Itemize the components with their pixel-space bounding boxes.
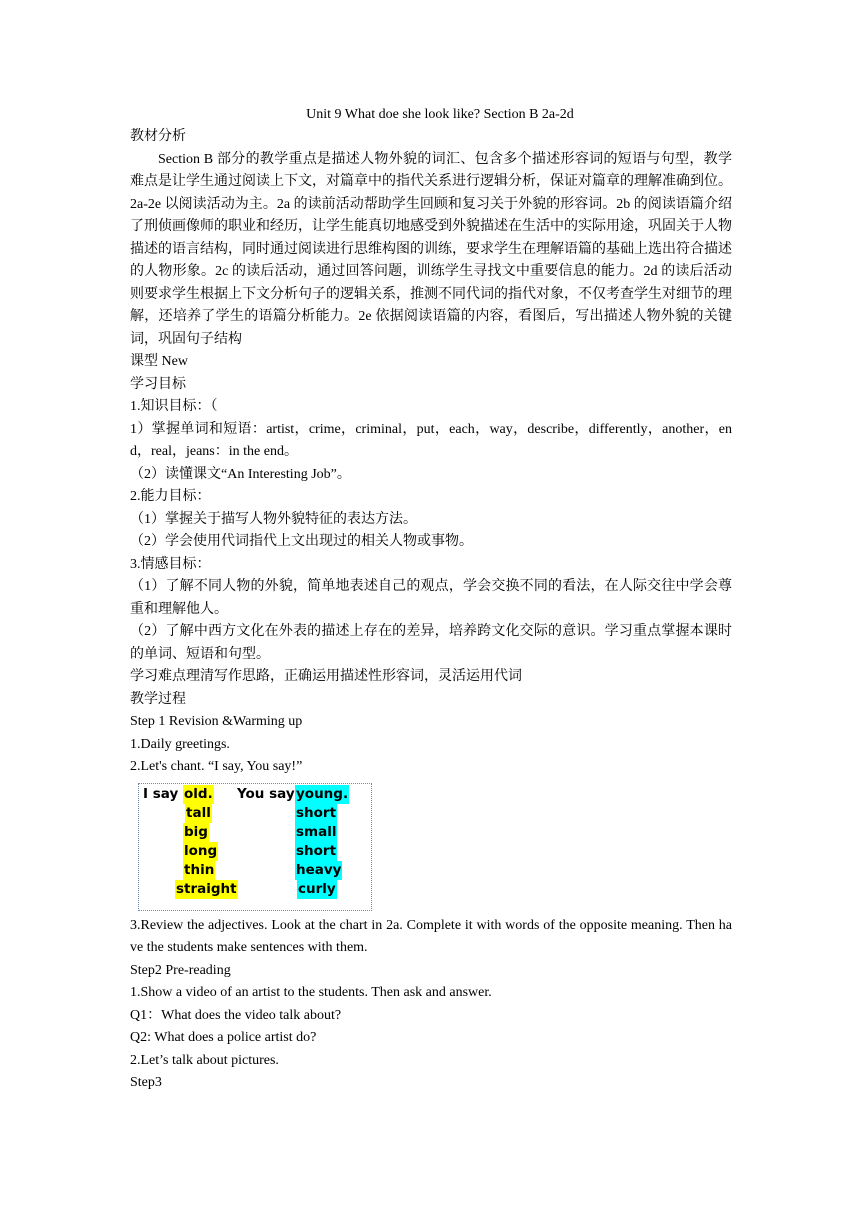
step1-heading: Step 1 Revision &Warming up	[130, 714, 303, 729]
step1-item-3: 3.Review the adjectives. Look at the chart in 2a. Complete it with words of the opposite meaning. Then have the students make sentences with them.	[130, 917, 732, 955]
knowledge-goal: 1.知识目标：（	[130, 399, 218, 414]
document-page	[130, 104, 732, 1095]
ability-item-1: （1）掌握关于描写人物外貌特征的表达方法。	[130, 511, 417, 527]
analysis-paragraph: Section B 部分的教学重点是描述人物外貌的词汇、包含多个描述形容词的短语与句型，教学难点是让学生通过阅读上下文，对篇章中的指代关系进行逻辑分析，保证对篇章的理解准确到位。2a-2e 以阅读活动为主。2a 的读前活动帮助学生回顾和复习关于外貌的形容词。2b 的阅读语篇介绍了刑侦画像师的职业和经历，让学生能真切地感受到外貌描述在生活中的实际用途，巩固关于人物描述的语言结构，同时通过阅读进行思维构图的训练，要求学生在理解语篇的基础上选出符合描述的人物形象。2c 的读后活动，通过回答问题，训练学生寻找文中重要信息的能力。2d 的读后活动则要求学生根据上下文分析句子的逻辑关系，推测不同代词的指代对象，不仅考查学生对细节的理解，还培养了学生的语篇分析能力。2e 依据阅读语篇的内容，看图后，写出描述人物外貌的关键词，巩固句子结构	[130, 151, 732, 347]
step1-item-2: 2.Let's chant. “I say, You say!”	[130, 759, 303, 774]
step2-heading: Step2 Pre-reading	[130, 962, 231, 978]
right-word: short	[296, 804, 337, 821]
left-word: long	[184, 842, 218, 859]
ability-item-2: （2）学会使用代词指代上文出现过的相关人物或事物。	[130, 534, 473, 549]
left-word: tall	[186, 804, 211, 821]
lesson-type: 课型 New	[130, 354, 188, 369]
question-1: Q1：What does the video talk about?	[130, 1007, 342, 1023]
right-word: short	[296, 842, 337, 859]
emotion-goal: 3.情感目标：	[130, 556, 211, 572]
right-word: curly	[298, 880, 336, 897]
step2-item-2: 2.Let’s talk about pictures.	[130, 1052, 279, 1068]
i-say-label: I say	[143, 785, 179, 802]
analysis-heading: 教材分析	[130, 129, 186, 144]
right-word: young.	[296, 785, 349, 802]
difficulty: 学习难点理清写作思路，正确运用描述性形容词，灵活运用代词	[130, 669, 522, 684]
document-title: Unit 9 What doe she look like? Section B 2a-2d	[306, 107, 574, 122]
knowledge-item-1: 1）掌握单词和短语：artist，crime，criminal，put，each，way，describe，differently，another，end，real，jeans：in the end。	[130, 421, 732, 459]
step2-item-1: 1.Show a video of an artist to the students. Then ask and answer.	[130, 985, 492, 1000]
left-word: thin	[184, 861, 215, 878]
ability-goal: 2.能力目标：	[130, 489, 211, 504]
question-2: Q2: What does a police artist do?	[130, 1030, 317, 1045]
step1-item-1: 1.Daily greetings.	[130, 736, 230, 752]
goals-heading: 学习目标	[130, 376, 186, 392]
you-say-label: You say	[237, 785, 295, 802]
knowledge-item-2: （2）读懂课文“An Interesting Job”。	[130, 466, 351, 482]
process-heading: 教学过程	[130, 691, 186, 707]
left-word: big	[184, 823, 208, 840]
emotion-item-1: （1）了解不同人物的外貌，简单地表述自己的观点，学会交换不同的看法，在人际交往中学会尊重和理解他人。	[130, 579, 732, 617]
left-word: straight	[176, 880, 237, 897]
chant-image	[138, 783, 372, 911]
right-word: heavy	[296, 861, 342, 878]
left-word: old.	[184, 785, 213, 802]
step3-heading: Step3	[130, 1075, 162, 1090]
right-word: small	[296, 823, 337, 840]
emotion-item-2: （2）了解中西方文化在外表的描述上存在的差异，培养跨文化交际的意识。学习重点掌握本课时的单词、短语和句型。	[130, 624, 732, 662]
